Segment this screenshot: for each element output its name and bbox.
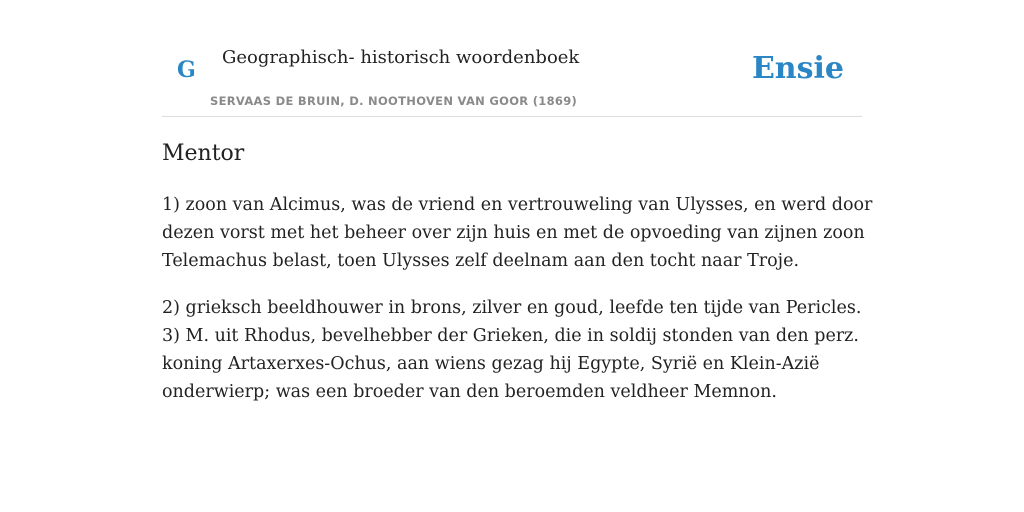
book-authors: SERVAAS DE BRUIN, D. NOOTHOVEN VAN GOOR (1869) xyxy=(210,94,578,108)
entry-line: onderwierp; was een broeder van den beroemden veldheer Memnon. xyxy=(162,382,777,402)
entry-paragraph xyxy=(162,294,862,406)
entry-line: 1) zoon van Alcimus, was de vriend en vertrouweling van Ulysses, en werd door xyxy=(162,195,873,215)
entry-paragraph xyxy=(162,191,873,275)
entry-line: 2) grieksch beeldhouwer in brons, zilver en goud, leefde ten tijde van Pericles. xyxy=(162,298,862,318)
entry-content xyxy=(162,138,873,406)
book-header xyxy=(162,0,862,117)
book-title-link[interactable]: Geographisch- historisch woordenboek xyxy=(222,47,580,68)
entry-title: Mentor xyxy=(162,141,245,166)
entry-line: 3) M. uit Rhodus, bevelhebber der Grieken, die in soldij stonden van den perz. xyxy=(162,326,859,346)
ensie-logo[interactable]: Ensie xyxy=(751,51,844,86)
book-letter-icon: G xyxy=(177,57,196,83)
entry-line: koning Artaxerxes-Ochus, aan wiens gezag hij Egypte, Syrië en Klein-Azië xyxy=(162,354,820,374)
entry-line: dezen vorst met het beheer over zijn huis en met de opvoeding van zijnen zoon xyxy=(162,223,865,243)
entry-line: Telemachus belast, toen Ulysses zelf deelnam aan den tocht naar Troje. xyxy=(162,251,800,271)
